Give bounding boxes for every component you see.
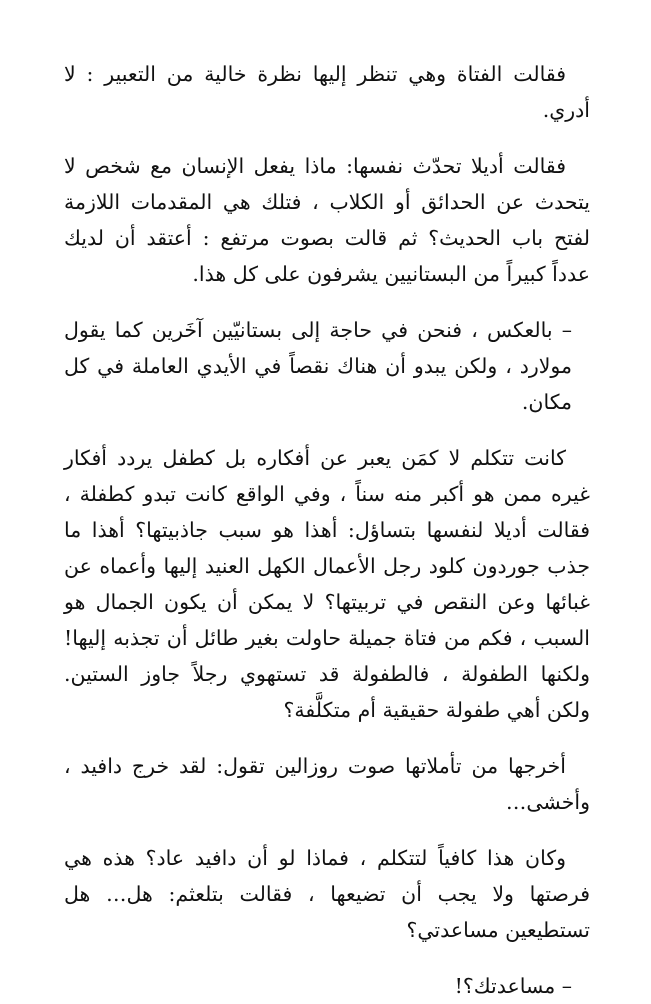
paragraph-3-dialogue: – بالعكس ، فنحن في حاجة إلى بستانيّين آخَرين كما يقول مولارد ، ولكن يبدو أن هناك نقصاً في الأيدي العاملة في كل مكان.	[64, 318, 572, 414]
paragraph-2: فقالت أديلا تحدّث نفسها: ماذا يفعل الإنسان مع شخص لا يتحدث عن الحدائق أو الكلاب ، فتلك هي المقدمات اللازمة لفتح باب الحديث؟ ثم قالت بصوت مرتفع : أعتقد أن لديك عدداً كبيراً من البستانيين يشرفون على كل هذا.	[64, 154, 590, 286]
paragraph-1: فقالت الفتاة وهي تنظر إليها نظرة خالية من التعبير : لا أدري.	[64, 62, 590, 122]
paragraph-4: كانت تتكلم لا كمَن يعبر عن أفكاره بل كطفل يردد أفكار غيره ممن هو أكبر منه سناً ، وفي الواقع كانت تبدو كطفلة ، فقالت أديلا لنفسها بتساؤل: أهذا هو سبب جاذبيتها؟ أهذا ما جذب جوردون كلود رجل الأعمال الكهل العنيد إليها وأعماه عن غبائها وعن النقص في تربيتها؟ لا يمكن أن يكون الجمال هو السبب ، فكم من فتاة جميلة حاولت بغير طائل أن تجذبه إليها! ولكنها الطفولة ، فالطفولة قد تستهوي رجلاً جاوز الستين. ولكن أهي طفولة حقيقية أم متكلَّفة؟	[64, 446, 590, 722]
page-text-body	[64, 56, 590, 1004]
paragraph-7-dialogue: – مساعدتك؟!	[454, 974, 572, 998]
paragraph-5: أخرجها من تأملاتها صوت روزالين تقول: لقد خرج دافيد ، وأخشى…	[64, 754, 590, 814]
paragraph-6: وكان هذا كافياً لتتكلم ، فماذا لو أن دافيد عاد؟ هذه هي فرصتها ولا يجب أن تضيعها ، فقالت بتلعثم: هل… هل تستطيعين مساعدتي؟	[64, 846, 590, 942]
